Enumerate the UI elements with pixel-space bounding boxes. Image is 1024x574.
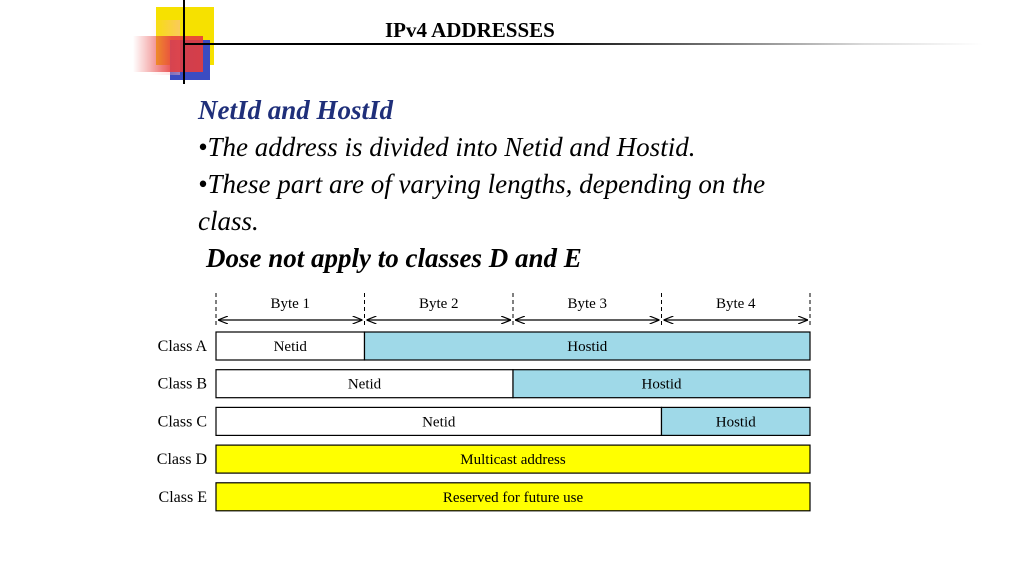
class-rows xyxy=(157,332,810,511)
segment-label: Netid xyxy=(422,414,456,431)
segment-label: Multicast address xyxy=(460,452,566,469)
class-label: Class D xyxy=(156,451,207,469)
slide-title: IPv4 ADDRESSES xyxy=(385,18,555,42)
byte-label: Byte 4 xyxy=(715,296,756,312)
class-label: Class E xyxy=(158,488,207,506)
segment-label: Netid xyxy=(273,339,307,355)
byte-label: Byte 3 xyxy=(567,296,608,312)
segment-label: Hostid xyxy=(715,414,756,431)
class-label: Class A xyxy=(157,338,207,355)
segment-label: Netid xyxy=(347,376,382,393)
byte-label: Byte 2 xyxy=(418,296,459,312)
byte-label: Byte 1 xyxy=(270,296,311,312)
bullet-item: •These part are of varying lengths, depending on the class. xyxy=(198,169,766,236)
class-label: Class C xyxy=(157,413,207,431)
bullet-item: •The address is divided into Netid and Hostid. xyxy=(198,132,696,162)
slide-heading: NetId and HostId xyxy=(198,95,394,125)
segment-label: Hostid xyxy=(641,376,682,393)
slide-note: Dose not apply to classes D and E xyxy=(206,243,582,273)
byte-header xyxy=(216,293,810,327)
segment-label: Hostid xyxy=(567,339,608,355)
class-label: Class B xyxy=(157,375,207,393)
segment-label: Reserved for future use xyxy=(442,489,584,506)
